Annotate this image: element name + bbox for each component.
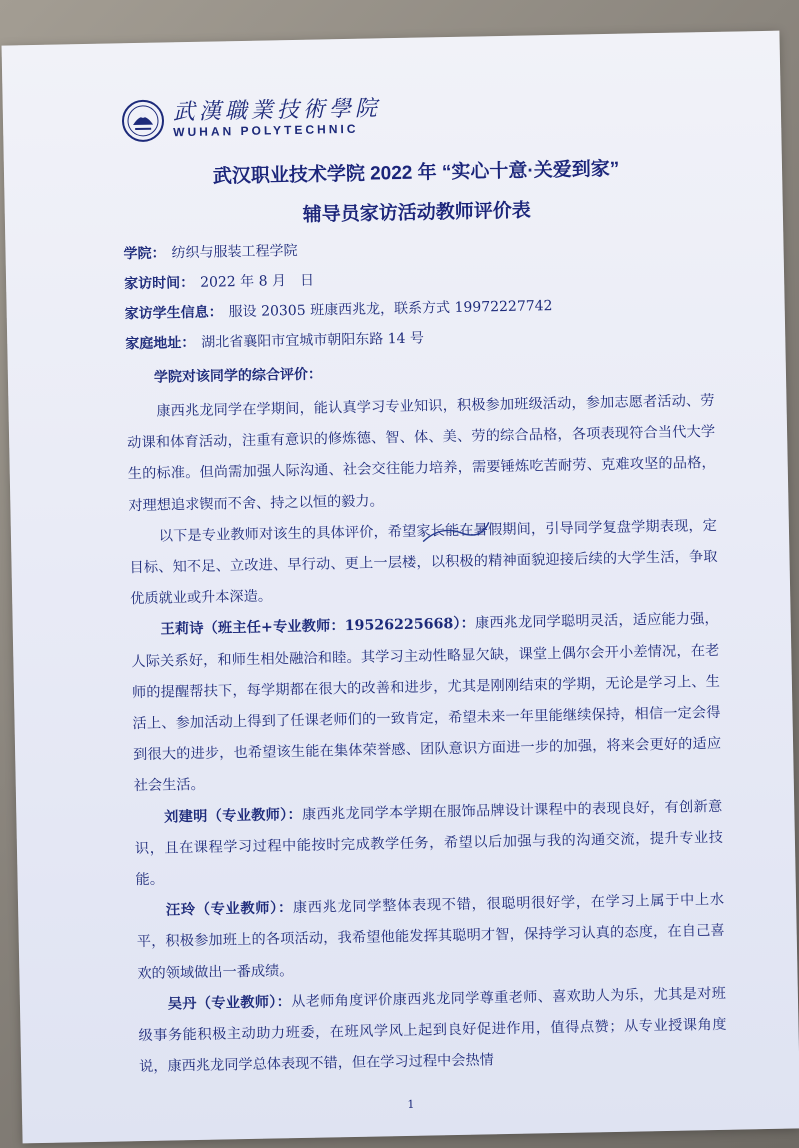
page-number: 1 [407, 1097, 415, 1111]
teacher-comment-text: 康西兆龙同学本学期在服饰品牌设计课程中的表现良好，有创新意识，且在课程学习过程中能按时完成教学任务，希望以后加强与我的沟通交流，提升专业技能。 [134, 798, 724, 889]
teacher-name: 刘建明（专业教师）： [164, 806, 303, 826]
college-label: 学院： [123, 245, 166, 263]
student-info-label: 家访学生信息： [124, 304, 223, 323]
visit-date-label: 家访时间： [123, 274, 195, 293]
student-info-value: 服设 20305 班康西兆龙，联系方式 19972227742 [228, 298, 553, 321]
teacher-comment-text: 康西兆龙同学聪明灵活，适应能力强，人际关系好，和师生相处融洽和睦。其学习主动性略显欠缺，课堂上偶尔会开小差情况，在老师的提醒帮扶下，每学期都在很大的改善和进步，尤其是刚刚结束的学期，无论是学习上、生活上、参加活动上得到了任课老师们的一致肯定，希望未来一年里能继续保持，相信一定会得到很大的进步，也希望该生能在集体荣誉感、团队意识方面进一步的加强，将来会更好的适应社会生活。 [131, 611, 722, 795]
teacher-comment-text: 康西兆龙同学整体表现不错，很聪明很好学，在学习上属于中上水平，积极参加班上的各项活动，我希望他能发挥其聪明才智，保持学习认真的态度，在自己喜欢的领域做出一番成绩。 [136, 892, 725, 982]
logo-chinese-name: 武漢職業技術學院 [172, 96, 382, 126]
teacher-comment [130, 604, 721, 802]
teacher-comment [136, 885, 726, 990]
pen-stroke-mark [421, 518, 492, 549]
teacher-name: 吴丹（专业教师）： [167, 994, 292, 1013]
teacher-comment [134, 792, 724, 897]
evaluation-paragraph-1: 康西兆龙同学在学期间，能认真学习专业知识，积极参加班级活动，参加志愿者活动、劳动课和体育活动，注重有意识的修炼德、智、体、美、劳的综合品格，各项表现符合当代大学生的标准。但尚需加强人际沟通、社会交往能力培养，需要锤炼吃苦耐劳、克难攻坚的品格，对理想追求锲而不舍、持之以恒的毅力。 [127, 392, 716, 514]
teacher-comment-text: 从老师角度评价康西兆龙同学尊重老师、喜欢助人为乐，尤其是对班级事务能积极主动助力班委，在班风学风上起到良好促进作用，值得点赞；从专业授课角度说，康西兆龙同学总体表现不错，但在学习过程中会热情 [138, 985, 727, 1076]
teacher-name: 汪玲（专业教师）： [165, 900, 294, 919]
document-title-line2: 辅导员家访活动教师评价表 [302, 200, 532, 226]
logo-text [173, 97, 382, 139]
school-emblem-icon [121, 98, 166, 143]
document-page [2, 31, 799, 1144]
home-address-value: 湖北省襄阳市宜城市朝阳东路 14 号 [201, 330, 425, 351]
home-address-label: 家庭地址： [125, 334, 196, 353]
evaluation-heading: 学院对该同学的综合评价： [153, 366, 323, 386]
document-title-line1: 武汉职业技术学院 2022 年 “实心十意·关爱到家” [212, 158, 620, 188]
logo-english-name: WUHAN POLYTECHNIC [173, 121, 359, 140]
document-content [120, 82, 727, 1084]
college-value: 纺织与服装工程学院 [171, 242, 298, 262]
visit-date-value: 2022 年 8 月 日 [199, 272, 315, 291]
teacher-name: 王莉诗（班主任+专业教师：19526225668）： [160, 616, 476, 639]
school-logo [120, 82, 709, 149]
evaluation-paragraph-2: 以下是专业教师对该生的具体评价，希望家长能在暑假期间，引导同学复盘学期表现，定目标、知不足、立改进、早行动、更上一层楼，以积极的精神面貌迎接后续的大学生活，争取优质就业或升本深造。 [129, 517, 718, 608]
teacher-comment [138, 979, 728, 1084]
